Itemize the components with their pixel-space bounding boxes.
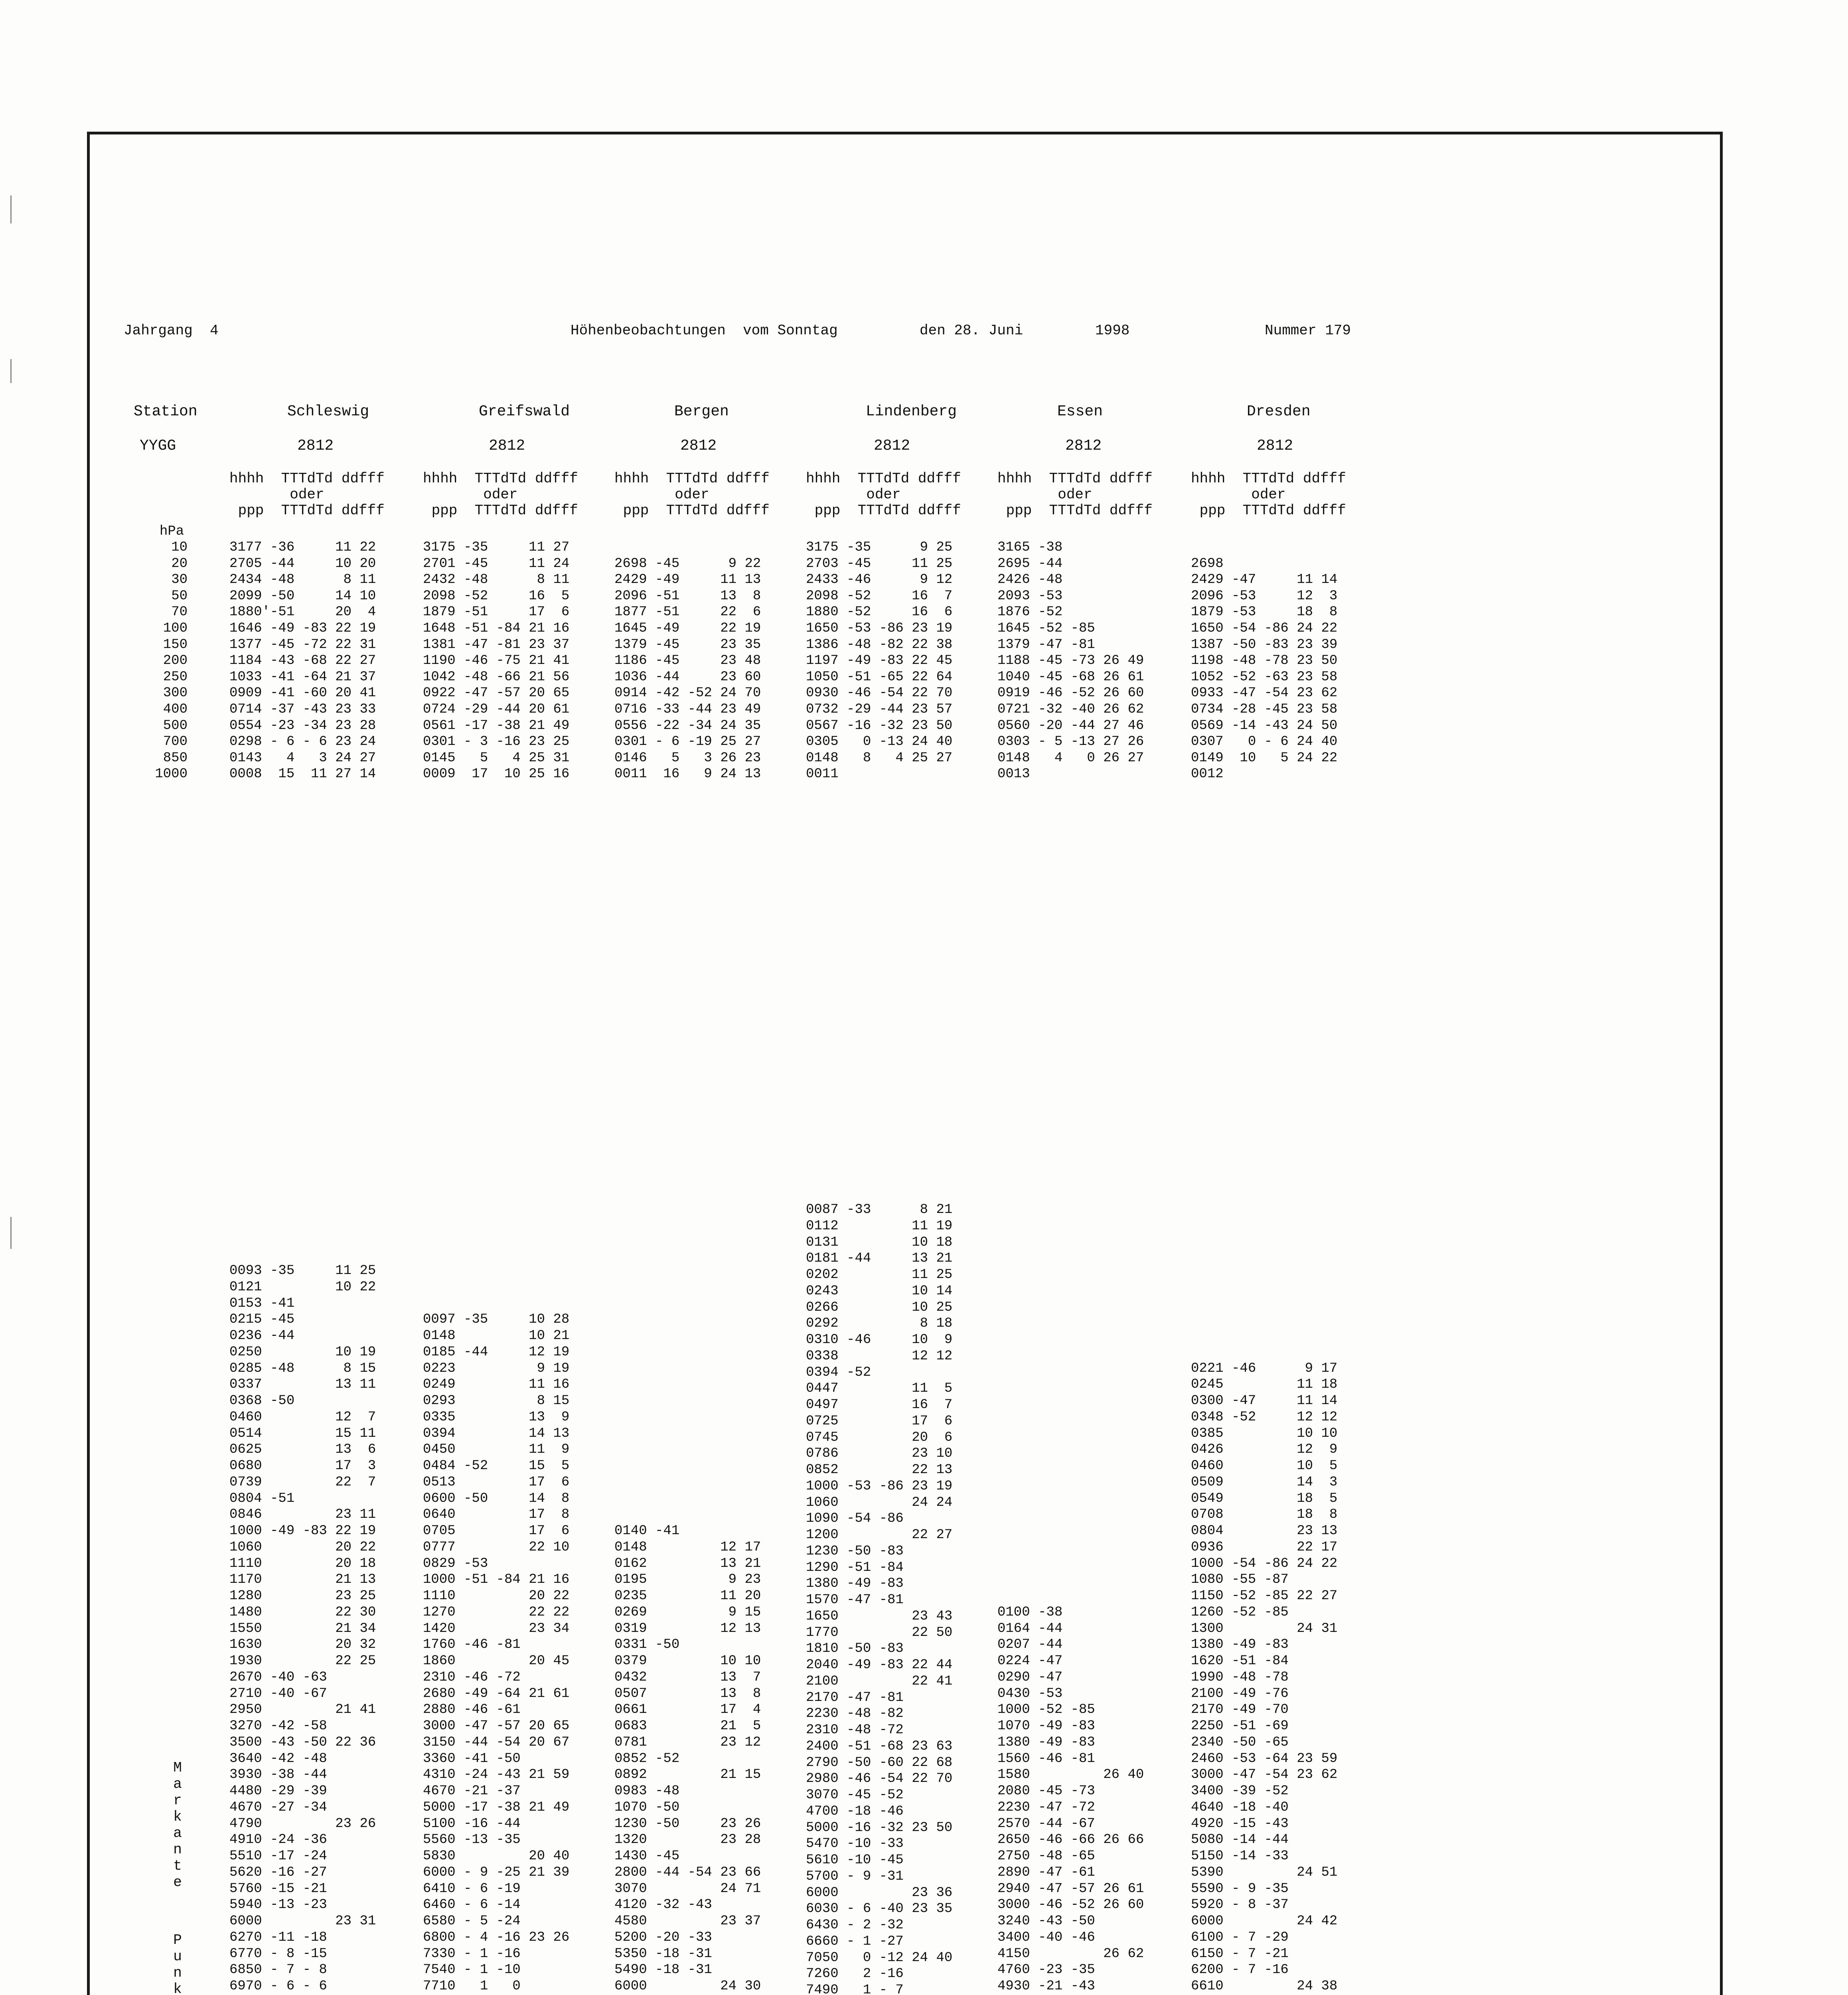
punkte-label: P u n k [173, 1932, 182, 1995]
column-header: hhhh TTTdTd ddfff oder ppp TTTdTd ddfff [423, 470, 578, 519]
yygg-label: YYGG [140, 437, 176, 454]
standard-data-bergen: 2698 -45 9 22 2429 -49 11 13 2096 -51 13 8 1877 -51 22 6 1645 -49 22 19 1379 -45 23 35 1186 -45 23 48 1036 -44 23 60 0914 -42 -52 24 70 0716 -33 -44 23 49 0556 -22 -34 24 35 0301 - 6 -19 25 27 0146 5 3 26 23 0011 16 9 24 13 [614, 556, 761, 782]
station-name: Dresden [1247, 403, 1311, 420]
yygg-value: 2812 [1065, 437, 1102, 454]
date: den 28. Juni [920, 322, 1023, 339]
nummer: Nummer 179 [1265, 322, 1351, 339]
significant-data-dresden: 0221 -46 9 17 0245 11 18 0300 -47 11 14 0348 -52 12 12 0385 10 10 0426 12 9 0460 10 5 0509 14 3 0549 18 5 0708 18 8 0804 23 13 0936 22 17 1000 -54 -86 24 22 1080 -55 -87 1150 -52 -85 22 27 1260 -52 -85 1300 24 31 1380 -49 -83 1620 -51 -84 1990 -48 -78 2100 -49 -76 2170 -49 -70 2250 -51 -69 2340 -50 -65 2460 -53 -64 23 59 3000 -47 -54 23 62 3400 -39 -52 4640 -18 -40 4920 -15 -43 5080 -14 -44 5150 -14 -33 5390 24 51 5590 - 9 -35 5920 - 8 -37 6000 24 42 6100 - 7 -29 6150 - 7 -21 6200 - 7 -16 6610 24 38 [1191, 1361, 1338, 1994]
significant-data-greifswald: 0097 -35 10 28 0148 10 21 0185 -44 12 19 0223 9 19 0249 11 16 0293 8 15 0335 13 9 0394 14 13 0450 11 9 0484 -52 15 5 0513 17 6 0600 -50 14 8 0640 17 8 0705 17 6 0777 22 10 0829 -53 1000 -51 -84 21 16 1110 20 22 1270 22 22 1420 23 34 1760 -46 -81 1860 20 45 2310 -46 -72 2680 -49 -64 21 61 2880 -46 -61 3000 -47 -57 20 65 3150 -44 -54 20 67 3360 -41 -50 4310 -24 -43 21 59 4670 -21 -37 5000 -17 -38 21 49 5100 -16 -44 5560 -13 -35 5830 20 40 6000 - 9 -25 21 39 6410 - 6 -19 6460 - 6 -14 6580 - 5 -24 6800 - 4 -16 23 26 7330 - 1 -16 7540 - 1 -10 7710 1 0 [423, 1312, 570, 1994]
page-title: Höhenbeobachtungen vom Sonntag [571, 322, 838, 339]
yygg-value: 2812 [297, 437, 334, 454]
station-name: Lindenberg [866, 403, 957, 420]
station-name: Essen [1057, 403, 1103, 420]
standard-data-schleswig: 3177 -36 11 22 2705 -44 10 20 2434 -48 8 11 2099 -50 14 10 1880'-51 20 4 1646 -49 -83 22 19 1377 -45 -72 22 31 1184 -43 -68 22 27 1033 -41 -64 21 37 0909 -41 -60 20 41 0714 -37 -43 23 33 0554 -23 -34 23 28 0298 - 6 - 6 23 24 0143 4 3 24 27 0008 15 11 27 14 [229, 540, 376, 782]
column-header: hhhh TTTdTd ddfff oder ppp TTTdTd ddfff [229, 470, 385, 519]
yygg-value: 2812 [1257, 437, 1293, 454]
significant-data-schleswig: 0093 -35 11 25 0121 10 22 0153 -41 0215 -45 0236 -44 0250 10 19 0285 -48 8 15 0337 13 11 0368 -50 0460 12 7 0514 15 11 0625 13 6 0680 17 3 0739 22 7 0804 -51 0846 23 11 1000 -49 -83 22 19 1060 20 22 1110 20 18 1170 21 13 1280 23 25 1480 22 30 1550 21 34 1630 20 32 1930 22 25 2670 -40 -63 2710 -40 -67 2950 21 41 3270 -42 -58 3500 -43 -50 22 36 3640 -42 -48 3930 -38 -44 4480 -29 -39 4670 -27 -34 4790 23 26 4910 -24 -36 5510 -17 -24 5620 -16 -27 5760 -15 -21 5940 -13 -23 6000 23 31 6270 -11 -18 6770 - 8 -15 6850 - 7 - 8 6970 - 6 - 6 [229, 1263, 376, 1994]
jahrgang: Jahrgang 4 [124, 322, 219, 339]
station-name: Schleswig [287, 403, 369, 420]
year: 1998 [1095, 322, 1130, 339]
yygg-value: 2812 [489, 437, 525, 454]
punch-mark [10, 359, 12, 383]
pressure-levels: 10 20 30 50 70 100 150 200 250 300 400 500 700 850 1000 [155, 540, 188, 782]
column-header: hhhh TTTdTd ddfff oder ppp TTTdTd ddfff [614, 470, 770, 519]
markante-label: M a r k a n t e [173, 1760, 182, 1890]
column-header: hhhh TTTdTd ddfff oder ppp TTTdTd ddfff [997, 470, 1153, 519]
yygg-value: 2812 [680, 437, 717, 454]
significant-data-lindenberg: 0087 -33 8 21 0112 11 19 0131 10 18 0181 -44 13 21 0202 11 25 0243 10 14 0266 10 25 0292 8 18 0310 -46 10 9 0338 12 12 0394 -52 0447 11 5 0497 16 7 0725 17 6 0745 20 6 0786 23 10 0852 22 13 1000 -53 -86 23 19 1060 24 24 1090 -54 -86 1200 22 27 1230 -50 -83 1290 -51 -84 1380 -49 -83 1570 -47 -81 1650 23 43 1770 22 50 1810 -50 -83 2040 -49 -83 22 44 2100 22 41 2170 -47 -81 2230 -48 -82 2310 -48 -72 2400 -51 -68 23 63 2790 -50 -60 22 68 2980 -46 -54 22 70 3070 -45 -52 4700 -18 -46 5000 -16 -32 23 50 5470 -10 -33 5610 -10 -45 5700 - 9 -31 6000 23 36 6030 - 6 -40 23 35 6430 - 2 -32 6660 - 1 -27 7050 0 -12 24 40 7260 2 -16 7490 1 - 7 [806, 1202, 953, 1995]
column-header: hhhh TTTdTd ddfff oder ppp TTTdTd ddfff [1191, 470, 1346, 519]
station-name: Bergen [674, 403, 729, 420]
yygg-value: 2812 [874, 437, 910, 454]
significant-data-bergen: 0140 -41 0148 12 17 0162 13 21 0195 9 23 0235 11 20 0269 9 15 0319 12 13 0331 -50 0379 10 10 0432 13 7 0507 13 8 0661 17 4 0683 21 5 0781 23 12 0852 -52 0892 21 15 0983 -48 1070 -50 1230 -50 23 26 1320 23 28 1430 -45 2800 -44 -54 23 66 3070 24 71 4120 -32 -43 4580 23 37 5200 -20 -33 5350 -18 -31 5490 -18 -31 6000 24 30 [614, 1523, 761, 1994]
station-label: Station [134, 403, 197, 420]
punch-mark [10, 196, 12, 223]
standard-data-greifswald: 3175 -35 11 27 2701 -45 11 24 2432 -48 8 11 2098 -52 16 5 1879 -51 17 6 1648 -51 -84 21 16 1381 -47 -81 23 37 1190 -46 -75 21 41 1042 -48 -66 21 56 0922 -47 -57 20 65 0724 -29 -44 20 61 0561 -17 -38 21 49 0301 - 3 -16 23 25 0145 5 4 25 31 0009 17 10 25 16 [423, 540, 570, 782]
standard-data-essen: 3165 -38 2695 -44 2426 -48 2093 -53 1876 -52 1645 -52 -85 1379 -47 -81 1188 -45 -73 26 49 1040 -45 -68 26 61 0919 -46 -52 26 60 0721 -32 -40 26 62 0560 -20 -44 27 46 0303 - 5 -13 27 26 0148 4 0 26 27 0013 [997, 540, 1144, 782]
punch-mark [10, 1217, 12, 1249]
station-name: Greifswald [479, 403, 570, 420]
hpa-label: hPa [160, 524, 184, 539]
standard-data-dresden: 2698 2429 -47 11 14 2096 -53 12 3 1879 -53 18 8 1650 -54 -86 24 22 1387 -50 -83 23 39 1198 -48 -78 23 50 1052 -52 -63 23 58 0933 -47 -54 23 62 0734 -28 -45 23 58 0569 -14 -43 24 50 0307 0 - 6 24 40 0149 10 5 24 22 0012 [1191, 556, 1338, 782]
column-header: hhhh TTTdTd ddfff oder ppp TTTdTd ddfff [806, 470, 961, 519]
standard-data-lindenberg: 3175 -35 9 25 2703 -45 11 25 2433 -46 9 12 2098 -52 16 7 1880 -52 16 6 1650 -53 -86 23 19 1386 -48 -82 22 38 1197 -49 -83 22 45 1050 -51 -65 22 64 0930 -46 -54 22 70 0732 -29 -44 23 57 0567 -16 -32 23 50 0305 0 -13 24 40 0148 8 4 25 27 0011 [806, 540, 953, 782]
significant-data-essen: 0100 -38 0164 -44 0207 -44 0224 -47 0290 -47 0430 -53 1000 -52 -85 1070 -49 -83 1380 -49 -83 1560 -46 -81 1580 26 40 2080 -45 -73 2230 -47 -72 2570 -44 -67 2650 -46 -66 26 66 2750 -48 -65 2890 -47 -61 2940 -47 -57 26 61 3000 -46 -52 26 60 3240 -43 -50 3400 -40 -46 4150 26 62 4760 -23 -35 4930 -21 -43 [997, 1604, 1144, 1994]
